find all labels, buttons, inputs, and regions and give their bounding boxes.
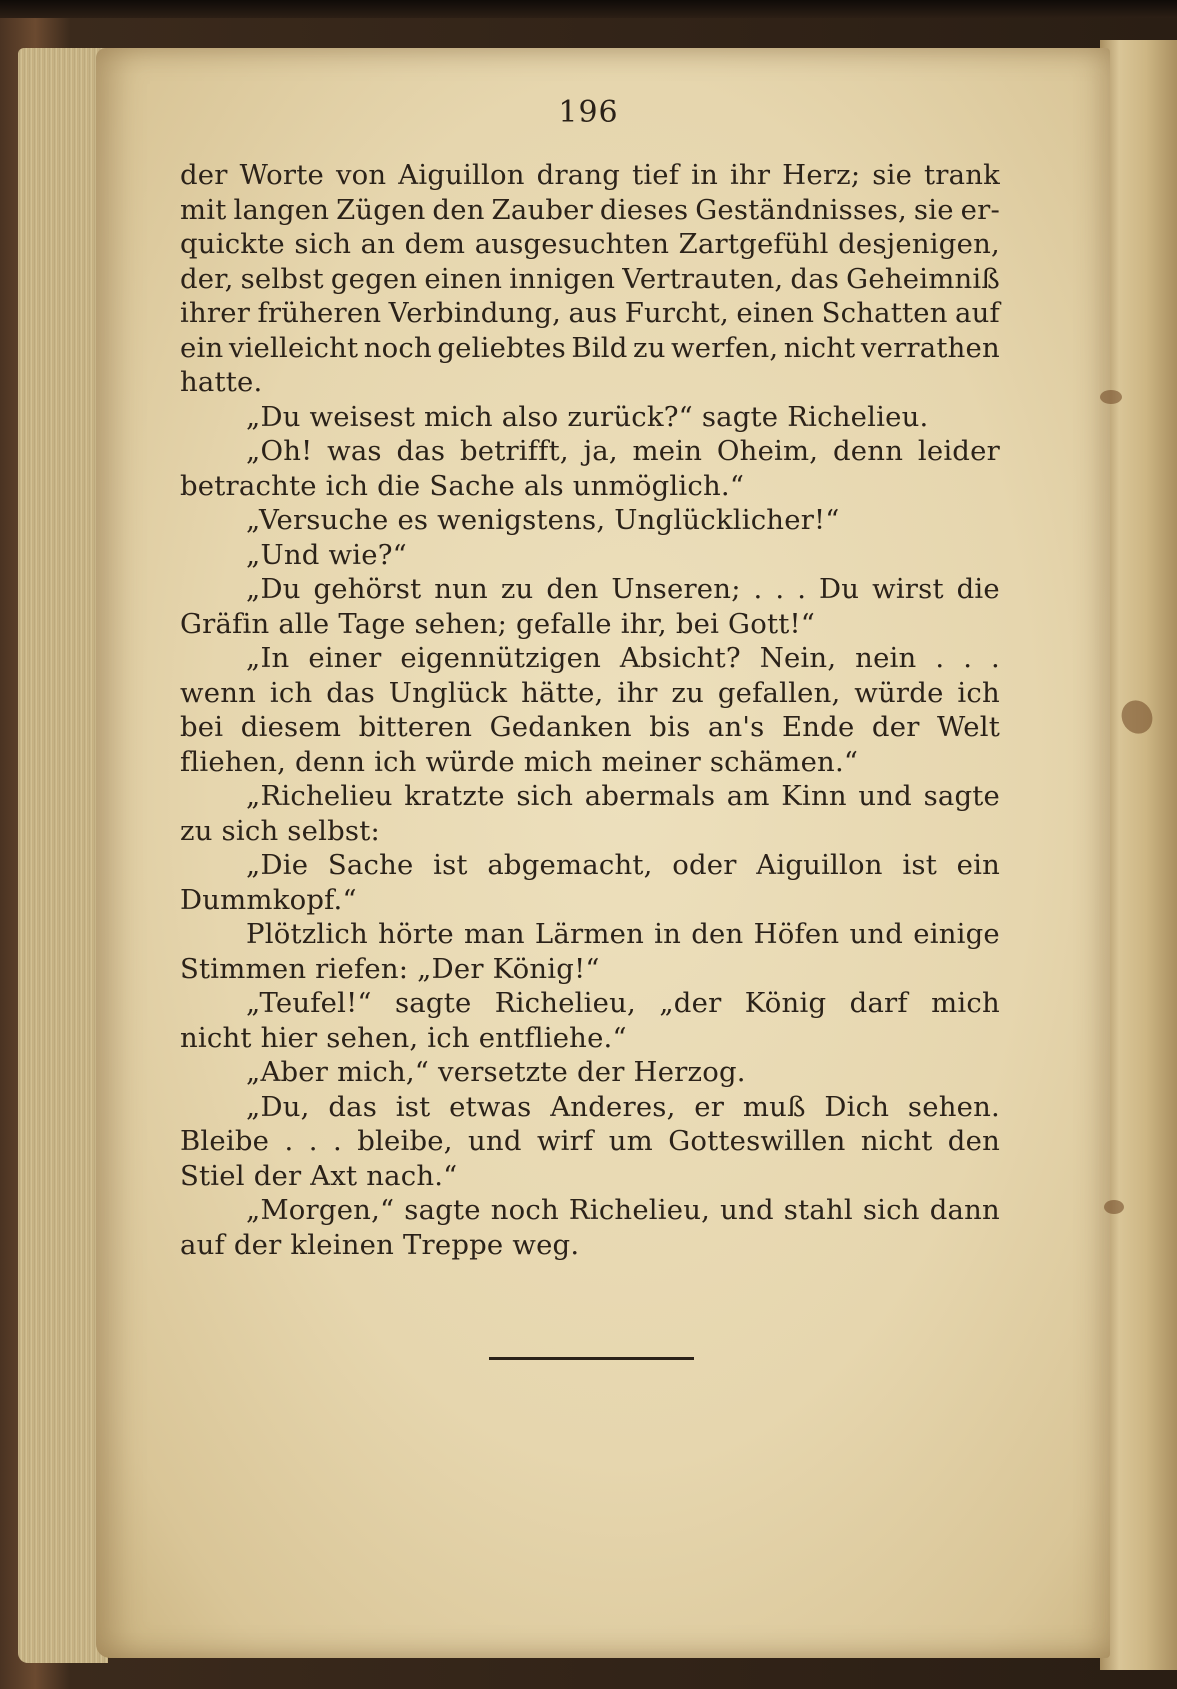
text-line (180, 710, 1000, 745)
text-word: hätte, (521, 676, 604, 709)
text-word: quickte (180, 228, 285, 260)
text-line: „Aber mich,“ versetzte der Herzog. (246, 1056, 746, 1088)
text-word: zu (500, 573, 534, 605)
text-word: „Oh! (246, 435, 313, 467)
facing-page-edge (1100, 40, 1177, 1670)
text-word: man (463, 918, 525, 950)
text-word: das (328, 1090, 378, 1123)
text-word: um (608, 1125, 653, 1157)
text-word: nun (434, 573, 488, 605)
text-word: Oheim, (716, 435, 819, 467)
text-line (180, 296, 1000, 331)
text-line: „Du weisest mich also zurück?“ sagte Richelieu. (246, 400, 929, 433)
text-word: sagte (404, 1194, 481, 1226)
text-word: die (956, 573, 1000, 605)
text-word: ein (180, 331, 224, 364)
text-word: mit (180, 193, 227, 226)
text-line (180, 434, 1000, 469)
text-word: vielleicht (228, 331, 359, 364)
text-word: eigennützigen (400, 642, 602, 674)
text-word: kratzte (404, 780, 505, 812)
text-word: gehörst (313, 573, 422, 605)
text-word: zu (633, 331, 666, 364)
text-word: einen (736, 297, 815, 329)
text-word: Worte (239, 159, 324, 191)
text-word: sie (913, 193, 954, 226)
text-word: tief (632, 159, 680, 191)
text-line: Gräfin alle Tage sehen; gefalle ihr, bei Gott!“ (180, 607, 815, 640)
text-line: auf der kleinen Treppe weg. (180, 1228, 580, 1261)
text-word: Ende (781, 711, 855, 743)
text-word: Richelieu, (568, 1194, 711, 1226)
text-word: aus (568, 297, 618, 329)
text-word: Zügen (336, 193, 426, 226)
text-word: . (308, 1125, 318, 1157)
text-word: an (360, 228, 396, 260)
text-line (180, 158, 1000, 193)
text-word: „Die (246, 849, 309, 881)
text-word: Zauber (491, 193, 593, 226)
text-word: gegen (330, 262, 418, 295)
text-word: auf (955, 297, 1000, 329)
text-word: selbst (240, 262, 324, 295)
text-word: ist (395, 1090, 431, 1123)
text-word: Furcht, (624, 297, 729, 329)
text-line (180, 193, 1000, 228)
text-word: in (654, 918, 682, 950)
text-word: würde (854, 676, 944, 709)
text-word: langen (233, 193, 330, 226)
text-line (180, 676, 1000, 711)
text-line (180, 331, 1000, 366)
text-word: . (332, 1125, 342, 1157)
text-word: abermals (584, 780, 716, 812)
text-word: zu (671, 676, 705, 709)
text-word: und (468, 1125, 522, 1157)
text-line: betrachte ich die Sache als unmöglich.“ (180, 469, 745, 502)
text-word: einen (424, 262, 503, 295)
text-word: Unglück (388, 676, 508, 709)
text-word: „Teufel!“ (246, 987, 372, 1019)
text-line (180, 572, 1000, 607)
text-word: von (335, 159, 387, 191)
text-word: trank (924, 159, 1000, 191)
text-word: bis (649, 711, 691, 743)
text-word: in (691, 159, 719, 191)
text-line (180, 1124, 1000, 1159)
text-word: Welt (937, 711, 1000, 743)
text-word: „der (659, 987, 722, 1019)
text-word: . (991, 642, 1000, 674)
text-word: etwas (449, 1090, 532, 1123)
text-word: darf (849, 987, 908, 1019)
text-word: Bleibe (180, 1125, 270, 1157)
text-word: diesem (240, 711, 342, 743)
text-word: ich (269, 676, 313, 709)
text-word: noch (363, 331, 432, 364)
body-text (180, 158, 1000, 1262)
text-word: . (935, 642, 945, 674)
text-line (180, 848, 1000, 883)
text-word: sie (872, 159, 913, 191)
text-word: ja, (583, 435, 618, 467)
text-word: stahl (783, 1194, 853, 1226)
text-word: drang (536, 159, 621, 191)
text-word: ausgesuchten (474, 228, 670, 260)
page-stack-edge (18, 48, 108, 1663)
text-word: sagte (923, 780, 1000, 812)
text-line: hatte. (180, 366, 263, 398)
text-word: Sache (327, 849, 414, 881)
text-word: noch (490, 1194, 559, 1226)
text-word: bei (180, 711, 224, 743)
text-line (180, 1090, 1000, 1125)
text-word: wenn (180, 676, 257, 709)
text-word: den (546, 573, 599, 605)
page-number: 196 (558, 95, 619, 130)
text-word: bitteren (358, 711, 473, 743)
text-word: ein (956, 849, 1000, 881)
text-word: dem (404, 228, 466, 260)
text-word: Anderes, (550, 1090, 676, 1123)
text-word: ist (902, 849, 937, 881)
text-word: sich (862, 1194, 920, 1226)
text-word: geliebtes (437, 331, 566, 364)
text-word: das (396, 435, 446, 467)
text-line: Stiel der Axt nach.“ (180, 1159, 458, 1192)
section-end-rule (489, 1357, 694, 1360)
text-line: Stimmen riefen: „Der König!“ (180, 952, 600, 985)
text-word: am (726, 780, 770, 812)
text-word: ist (433, 849, 468, 881)
text-line (180, 917, 1000, 952)
text-line: „Versuche es wenigstens, Unglücklicher!“ (246, 504, 840, 536)
text-word: an's (707, 711, 765, 743)
text-word: was (327, 435, 382, 467)
text-word: . (775, 573, 785, 605)
text-word: der (871, 711, 920, 743)
text-word: Kinn (781, 780, 847, 812)
text-word: Unseren; (611, 573, 741, 605)
text-word: „Du, (246, 1090, 310, 1123)
text-word: abgemacht, (487, 849, 653, 881)
text-word: Geheimniß (846, 262, 1000, 295)
text-word: einer (308, 642, 382, 674)
text-word: Nein, (759, 642, 837, 674)
text-word: er- (960, 193, 1000, 226)
text-line (180, 262, 1000, 297)
ink-spot (1100, 390, 1122, 404)
text-word: „Morgen,“ (246, 1194, 395, 1226)
text-word: den (432, 193, 485, 226)
text-word: oder (672, 849, 737, 881)
text-word: desjenigen, (838, 228, 1000, 260)
text-word: ich (957, 676, 1000, 709)
text-word: wirf (536, 1125, 594, 1157)
text-word: einige (913, 918, 1000, 950)
text-word: sich (294, 228, 352, 260)
text-word: verrathen (860, 331, 1000, 364)
text-word: hörte (378, 918, 454, 950)
text-word: betrifft, (459, 435, 569, 467)
text-word: Gedanken (489, 711, 632, 743)
text-word: Absicht? (619, 642, 741, 674)
text-word: der, (180, 262, 234, 295)
text-word: Herz; (782, 159, 861, 191)
text-word: er (694, 1090, 725, 1123)
text-word: Gotteswillen (668, 1125, 846, 1157)
text-word: nein (855, 642, 917, 674)
text-word: „In (246, 642, 290, 674)
text-word: Plötzlich (246, 918, 368, 950)
ink-spot (1104, 1200, 1124, 1214)
text-word: „Richelieu (246, 780, 393, 812)
text-word: Höfen (753, 918, 840, 950)
text-word: leider (917, 435, 1000, 467)
text-word: ihr (729, 159, 771, 191)
text-word: . (284, 1125, 294, 1157)
text-word: denn (833, 435, 904, 467)
text-word: den (691, 918, 744, 950)
text-line: Dummkopf.“ (180, 883, 357, 916)
text-word: Vertrauten, (622, 262, 784, 295)
text-line: zu sich selbst: (180, 814, 380, 847)
text-word: werfen, (671, 331, 779, 364)
text-line (180, 986, 1000, 1021)
text-word: Richelieu, (494, 987, 636, 1019)
text-line: fliehen, denn ich würde mich meiner schämen.“ (180, 745, 859, 778)
text-word: Dich (824, 1090, 890, 1123)
text-word: wirst (872, 573, 944, 605)
text-word: mein (632, 435, 703, 467)
text-word: der (180, 159, 228, 191)
text-word: nicht (860, 1125, 933, 1157)
text-word: das (326, 676, 375, 709)
text-word: „Du (246, 573, 301, 605)
text-word: gefallen, (717, 676, 841, 709)
text-word: und (858, 780, 912, 812)
text-line: „Und wie?“ (246, 538, 407, 571)
text-word: Geständnisses, (695, 193, 907, 226)
text-word: früheren (257, 297, 382, 329)
text-word: Aiguillon (756, 849, 883, 881)
text-word: den (947, 1125, 1000, 1157)
text-line (180, 227, 1000, 262)
text-word: mich (931, 987, 1000, 1019)
text-word: muß (742, 1090, 806, 1123)
text-word: ihrer (180, 297, 251, 329)
text-word: das (790, 262, 840, 295)
text-word: Zartgefühl (678, 228, 829, 260)
text-word: innigen (509, 262, 616, 295)
text-word: . (963, 642, 973, 674)
text-word: Du (819, 573, 860, 605)
text-word: sagte (394, 987, 472, 1019)
text-word: . (753, 573, 763, 605)
text-line: nicht hier sehen, ich entfliehe.“ (180, 1021, 627, 1054)
text-word: König (744, 987, 827, 1019)
text-word: Lärmen (534, 918, 644, 950)
text-word: sehen. (907, 1090, 1000, 1123)
text-word: und (849, 918, 904, 950)
text-word: bleibe, (357, 1125, 453, 1157)
text-word: Bild (571, 331, 628, 364)
text-word: sich (516, 780, 574, 812)
text-word: . (797, 573, 807, 605)
text-word: ihr (617, 676, 658, 709)
text-line (180, 1193, 1000, 1228)
text-line (180, 641, 1000, 676)
text-word: Verbindung, (388, 297, 562, 329)
text-word: dann (929, 1194, 1000, 1226)
text-word: und (720, 1194, 774, 1226)
text-word: nicht (783, 331, 856, 364)
text-line (180, 779, 1000, 814)
text-word: Aiguillon (398, 159, 525, 191)
text-word: Schatten (821, 297, 948, 329)
text-word: dieses (599, 193, 689, 226)
